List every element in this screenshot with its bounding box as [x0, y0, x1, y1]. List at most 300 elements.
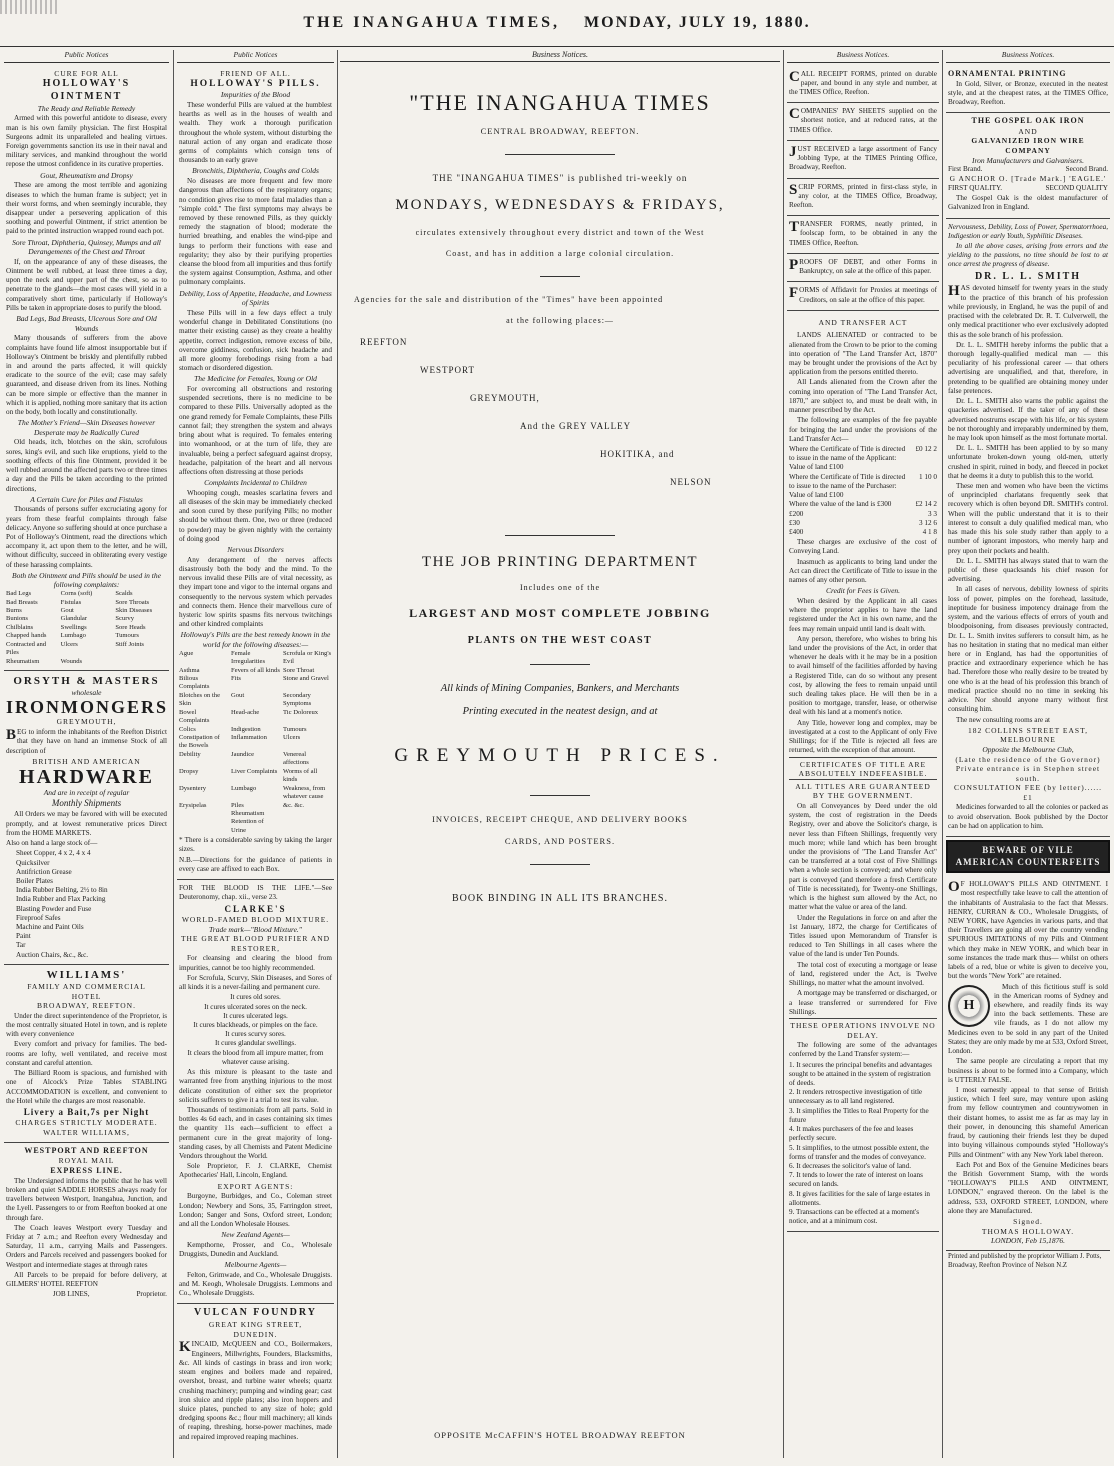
ad-title: HOLLOWAY'S PILLS. — [190, 79, 321, 90]
disease-item: &c. &c. — [283, 801, 305, 809]
ad-paragraph: LANDS ALIENATED or contracted to be alienated from the Crown to be prior to the coming into operation of "The Land Transfer Act, 1870" may be brought under the provisions of the Act by application from the persons entitled thereto. — [789, 331, 937, 377]
ad-paragraph: No diseases are more frequent and few more dangerous than affections of the respiratory organs; no condition gives rise to more fatal maladies than a "simple cold." The first symptoms may always be removed by these renowned Pills, as they quickly remedy the stagnation of blood; moderate the hurried breathing, and enables the wind-pipe and lungs to perform their functions with ease and regularity; they also by their purifying properties cleanse the blood from all impurities and thus fortify the system against Consumption, Asthma, and other pulmonary complaints. — [179, 177, 332, 287]
ad-subhead: Bronchitis, Diphtheria, Coughs and Colds — [192, 166, 319, 176]
column-1 — [4, 50, 169, 1458]
ad-paragraph: As this mixture is pleasant to the taste and warranted free from anything injurious to the most delicate constitution of either sex the proprietor solicits sufferers to give it a trial to test its value. — [179, 1068, 332, 1104]
ad-paragraph: Dr. L. L. SMITH also warns the public against the quackeries advertised. If the taker of any of these advertised nostrums escape with his life, or his system be not thoroughly and irreparably undermined by them, he may look upon himself as the most fortunate mortal. — [948, 397, 1108, 442]
ad-subhead: Credit for Fees is Given. — [825, 586, 901, 596]
disease-item: Bilious Complaints — [179, 674, 210, 691]
complaint-item: Glandular — [60, 615, 88, 623]
advantage-item: 7. It tends to lower the rate of interest on loans secured on lands. — [789, 1171, 923, 1189]
ad-subhead: Iron Manufacturers and Galvanisers. — [972, 155, 1084, 165]
complaint-item: Skin Diseases — [115, 606, 153, 614]
fee-label: £30 — [789, 518, 800, 527]
ad-paragraph: Burgoyne, Burbidges, and Co., Coleman street London; Newbery and Sons, 35, Farringdon street, London; Sanger and Sons, Oxford street, London; and all the London Wholesale Houses. — [179, 1192, 332, 1228]
disease-item: Erysipelas — [179, 801, 207, 809]
complaint-item: Fistulas — [60, 598, 82, 606]
complaint-item: Tumours — [115, 632, 139, 640]
stock-item: Paint — [16, 932, 31, 941]
ad-subhead: ALL TITLES ARE GUARANTEED BY THE GOVERNMENT. — [789, 779, 937, 801]
ad-subhead: Gout, Rheumatism and Dropsy — [40, 170, 133, 180]
ad-paragraph: Any derangement of the nerves affects disastrously both the body and the mind. To the nervous invalid these Pills are of vital necessity, as they impart tone and vigor to the internal organs and consequently to the nervous system which pervades and connects them. Hence their marvellous cure of hysteric low spirits spasms fits nervous twitchings and other kindred complaints — [179, 555, 332, 629]
complaint-item: Burns — [6, 606, 22, 614]
book-binding: BOOK BINDING IN ALL ITS BRANCHES. — [452, 893, 668, 904]
complaint-item: Chilblains — [6, 623, 34, 631]
advantage-item: 4. It makes purchasers of the fee and leases perfectly secure. — [789, 1125, 914, 1143]
disease-item: Bowel Complaints — [179, 708, 210, 725]
cure-item: It cures ulcerated legs. — [223, 1011, 288, 1020]
fee-row — [789, 528, 937, 537]
complaint-item: Contracted and Piles — [6, 640, 47, 657]
ad-paragraph: All Orders we may be favored with will be executed promptly, and at lowest remunerative prices Direct from the HOME MARKETS. — [6, 810, 167, 837]
fee-row — [789, 500, 937, 509]
disease-item: Head-ache — [231, 708, 260, 716]
complaint-item: Rheumatism — [6, 657, 40, 665]
column-4 — [787, 50, 939, 1458]
complaint-item: Chapped hands — [6, 632, 47, 640]
ad-address: GREAT KING STREET, — [208, 1320, 303, 1330]
counterfeit-banner — [946, 840, 1110, 873]
complaint-item: Swellings — [60, 623, 87, 631]
ad-paragraph: Any Title, however long and complex, may be investigated at a cost to the Applicant of only Five Shillings; for if the Title is rejected all fees are returned, with the exception of that amount. — [789, 718, 937, 755]
ad-paragraph: Dr. L. L. SMITH has always stated that to warn the public of these quacksands his chief reason for advertising. — [948, 556, 1108, 584]
ad-subhead: Debility, Loss of Appetite, Headache, and Lowness of Spirits — [179, 288, 332, 308]
ad-title: CLARKE'S — [224, 903, 287, 914]
complaint-item: Sore Heads — [115, 623, 146, 631]
circulation-note: circulates extensively throughout every district and town of the West — [415, 228, 705, 237]
ad-subhead: THESE OPERATIONS INVOLVE NO DELAY. — [789, 1018, 937, 1040]
ad-paragraph: Thousands of persons suffer excruciating agony for years from these fearful complaints through false delicacy. Anyone so suffering should at once purchase a Pot of Holloway's Ointment, read the directions which accompany it, act upon them to the letter, and he will, without difficulty, succeed in obliterating every vestige of these harassing complaints. — [6, 505, 167, 569]
disease-item: Secondary Symptoms — [283, 691, 312, 708]
stock-item: Sheet Copper, 4 x 2, 4 x 4 — [16, 849, 91, 858]
forsyth-masters-ad — [4, 671, 169, 965]
land-transfer-ad — [787, 311, 939, 1232]
divider — [530, 664, 590, 665]
fee-row — [789, 473, 937, 501]
counterfeits-notice — [946, 876, 1110, 1251]
ad-title: WILLIAMS' — [46, 968, 127, 981]
ad-paragraph: Kempthorne, Prosser, and Co., Wholesale Druggists, Dunedin and Auckland. — [179, 1240, 332, 1258]
complaint-item: Corns (soft) — [60, 590, 93, 598]
ad-pre: CURE FOR ALL — [54, 68, 119, 78]
ad-paragraph: The Gospel Oak is the oldest manufacturer of Galvanized Iron in England. — [948, 194, 1108, 212]
business-notice — [787, 179, 939, 217]
ad-pre: FRIEND OF ALL. — [220, 68, 291, 78]
fee-label: £200 — [789, 509, 804, 518]
ad-address: BROADWAY, REEFTON. — [37, 1001, 136, 1011]
westport-coach-ad — [4, 1143, 169, 1304]
ad-paragraph: Dr. L. L. SMITH has been applied to by so many unfortunate broken-down young old-men, utterly crushed in spirit, ruined in body, and fleeced in pocket that he deems it a duty to publish this to the world. — [948, 444, 1108, 480]
disease-item: Retention of Urine — [231, 818, 264, 834]
disease-item: Debility — [179, 750, 201, 758]
notice-text: JUST RECEIVED a large assortment of Fancy Jobbing Type, at the TIMES Printing Office, Broadway, Reefton. — [789, 143, 937, 172]
ad-subhead: Complaints Incidental to Children — [204, 478, 307, 488]
stock-item: Boiler Plates — [16, 876, 53, 885]
agency-places — [340, 337, 780, 517]
complaint-item: Scalds — [115, 590, 133, 598]
ad-subhead: EXPORT AGENTS: — [217, 1181, 294, 1191]
stock-item: India Rubber Belting, 2½ to 8in — [16, 886, 108, 895]
advantage-item: 2. It renders retrospective investigation of title unnecessary as to all land registered. — [789, 1088, 923, 1106]
business-notice — [787, 216, 939, 254]
fee-value: £2 14 2 — [915, 500, 937, 509]
ad-paragraph: In all the above cases, arising from errors and the yielding to the passions, no time should be lost to at once arrest the progress of disease. — [948, 242, 1108, 269]
ad-paragraph: For overcoming all obstructions and restoring suspended secretions, there is no medicine to be compared to these Pills. Universally adopted as the one grand remedy for Female Complaints, these Pills cannot fail; they strengthen the system and always bring about what is required. To females entering into womanhood, or at the turn of life, they are invaluable, being a perfect safeguard against dropsy, headache, palpitation of the heart and all nervous affections often distressing at those periods — [179, 385, 332, 476]
ad-paragraph: BEG to inform the inhabitants of the Reefton District that they have on hand an immense Stock of all description of — [6, 727, 167, 755]
disease-item: Asthma — [179, 666, 200, 674]
divider — [540, 276, 580, 277]
business-notice — [787, 103, 939, 141]
ad-title: THE GOSPEL OAK IRON — [971, 116, 1085, 126]
agency-place: HOKITIKA, and — [600, 449, 675, 459]
disease-item: Tumours — [283, 725, 307, 733]
ad-subtitle: WORLD-FAMED BLOOD MIXTURE. — [181, 915, 330, 925]
issue-date: MONDAY, JULY 19, 1880. — [584, 14, 811, 31]
clarke-blood-mixture-ad — [177, 880, 334, 1304]
advantage-item: 6. It decreases the solicitor's value of land. — [789, 1162, 912, 1170]
ad-subhead: Bad Legs, Bad Breasts, Ulcerous Sore and Old Wounds — [16, 314, 157, 333]
ad-paragraph: On all Conveyances by Deed under the old system, the cost of registration in the Deeds Registry, over and above the Solicitor's charge, is never less than Fifteen Shillings, frequently very much more; while land which has been brought under the provisions of "The Land Transfer Act" can be transferred at a total cost of Five Shillings when a whole section is conveyed; and where only part is conveyed (and therefore a fresh Certificate of Title is necessitated), for Twenty-one Shillings, which is the highest sum allowed by the Act, no matter what the value or area of the land. — [789, 801, 937, 912]
ad-signature-title: Proprietor. — [136, 1290, 167, 1299]
ad-subhead: The Mother's Friend—Skin Diseases however Desperate may be Radically Cured — [17, 418, 156, 437]
ad-subhead: Sore Throat, Diphtheria, Quinsey, Mumps and all Derangements of the Chest and Throat — [12, 237, 161, 257]
complaints-list — [6, 590, 167, 666]
stock-item: Tar — [16, 941, 26, 950]
ad-subtitle: wholesale — [71, 688, 102, 698]
ad-title: AND TRANSFER ACT — [818, 317, 908, 327]
divider — [505, 535, 615, 536]
ad-tagline: The Ready and Reliable Remedy — [37, 103, 136, 113]
ad-subhead: New Zealand Agents— — [221, 1230, 290, 1240]
advantage-item: 8. It gives facilities for the sale of large estates in allotments. — [789, 1189, 930, 1207]
disease-item: Dysentery — [179, 784, 207, 792]
column-heading: Public Notices — [4, 50, 169, 63]
ad-subtitle: FAMILY AND COMMERCIAL — [27, 982, 146, 991]
disease-item — [179, 810, 228, 818]
job-printing-heading: THE JOB PRINTING DEPARTMENT — [421, 554, 699, 570]
business-notice — [787, 254, 939, 282]
ad-date: LONDON, Feb 15,1876. — [991, 1236, 1065, 1246]
ad-signed: Signed. — [1013, 1217, 1043, 1227]
ad-signature — [6, 1290, 167, 1299]
quality-row — [948, 184, 1108, 193]
column-2 — [177, 50, 334, 1458]
ad-paragraph: KINCAID, McQUEEN and CO., Boilermakers, Engineers, Millwrights, Founders, Blacksmiths, &c. All kinds of castings in brass and iron work; steam engines and boilers made and repaired, overshot, breast, and turbine water wheels; quartz crushing machinery; pumping and winding gear; cast iron sluice and ripple plates; also iron hoppers and sluice plates, punched to any size of hole; gold dredging spoons &c.; flour mill machinery; all kinds of reaping, threshing, horse-power machines, made and repaired improved reaping machines. — [179, 1339, 332, 1441]
disease-item — [283, 818, 332, 835]
masthead — [0, 0, 1114, 47]
ad-paragraph: The total cost of executing a mortgage or lease of land, registered under the Act, is Twelve Shillings, no matter what the amount involved. — [789, 960, 937, 988]
paper-name: THE INANGAHUA TIMES, — [303, 14, 561, 31]
ad-title: VULCAN FOUNDRY — [194, 1307, 317, 1319]
ad-paragraph: For Scrofula, Scurvy, Skin Diseases, and Sores of all kinds it is a never-failing and permanent cure. — [179, 973, 332, 992]
advantage-item: 9. Transactions can be effected at a moment's notice, and at a minimum cost. — [789, 1208, 920, 1226]
disease-item: Tic Doloreux — [283, 708, 319, 716]
notice-text: CALL RECEIPT FORMS, printed on durable paper, and bound in any style and number, at the TIMES Office, Reefton. — [789, 68, 937, 97]
ad-paragraph: All Lands alienated from the Crown after the coming into operation of "The Land Transfer Act, 1870," are subject to, and must be dealt with, in manner prescribed by the Act. — [789, 378, 937, 415]
stock-item: Auction Chairs, &c., &c. — [16, 950, 89, 959]
disease-item: Dropsy — [179, 767, 199, 775]
stock-item: Fireproof Safes — [16, 913, 61, 922]
ad-subhead: CERTIFICATES OF TITLE ARE ABSOLUTELY INDEFEASIBLE. — [789, 757, 937, 779]
ad-paragraph: These charges are exclusive of the cost of Conveying Land. — [789, 538, 937, 556]
ad-paragraph: Many thousands of sufferers from the above complaints have found life almost insupportable but if Holloway's Ointment be briskly and plentifully rubbed in and around the parts affected, it will quickly eradicate to the source of the evil; case may safely guaranteed, and disease driven from its lines. Nothing can be more simple or effective than the manner in which it is applied, nothing more sanitary that its action on the body, both locally and constitutionally. — [6, 334, 167, 417]
disease-item: Constipation of the Bowels — [179, 734, 220, 750]
ad-title: DR. L. L. SMITH — [974, 270, 1082, 282]
ad-paragraph: Much of this fictitious stuff is sold in the American rooms of Sydney and elsewhere, and readily finds its way into the back settlements. These are vile frauds, as I do not allow my Medicines even to be sold in any part of the United States; they are only made by me at 533, Oxford Street, London. — [948, 982, 1108, 1056]
williams-hotel-ad — [4, 965, 169, 1143]
stock-item: Blasting Powder and Fuse — [16, 904, 92, 913]
dr-smith-ad — [946, 219, 1110, 838]
brand-label: First Brand. — [948, 165, 983, 174]
job-printing-heading: LARGEST AND MOST COMPLETE JOBBING — [409, 606, 711, 620]
ad-paragraph: The Coach leaves Westport every Tuesday and Friday at 7 a.m.; and Reefton every Wednesday and Saturday, 11 a.m., carrying Mails and Passengers. Orders and Parcels received and passengers booked for Westport and intermediate stages at through rates — [6, 1223, 167, 1269]
cure-item: It cures old sores. — [230, 993, 281, 1002]
fee-value: 4 1 8 — [922, 527, 937, 536]
ad-subhead: A Certain Cure for Piles and Fistulas — [30, 494, 143, 504]
ad-subhead: Monthly Shipments — [51, 797, 122, 808]
disease-item: Indigestion — [231, 725, 261, 733]
ad-subhead: Livery a Bait,7s per Night — [23, 1106, 150, 1117]
publish-note: THE "INANGAHUA TIMES" is published tri-weekly on — [432, 173, 688, 183]
disease-item: Inflammation — [231, 734, 267, 741]
ad-paragraph: In Gold, Silver, or Bronze, executed in the neatest style, and at the cheapest rates, at the TIMES Office, Broadway, Reefton. — [948, 79, 1108, 107]
ad-paragraph: These Pills will in a few days effect a truly wonderful change in Debilitated Constitutions (no matter their existing cause) as they create a healthy appetite, correct indigestion, remove excess of bile, overcome giddiness, confusion, sick headache and all more gloomy forebodings rising from a bad stomach or disordered digestion. — [179, 308, 332, 373]
ad-paragraph: Thousands of testimonials from all parts. Sold in bottles 4s 6d each, and in cases containing six times the quantity 11s each—sufficient to effect a permanent cure in the great majority of long-standing cases, by all Chemists and Patent Medicine Vendors throughout the World. — [179, 1105, 332, 1161]
disease-item — [283, 810, 332, 818]
ad-address: Opposite the Melbourne Club, — [982, 744, 1074, 754]
brand-label: Second Brand. — [1065, 165, 1108, 174]
complaint-item: Scurvy — [115, 615, 135, 623]
ad-place: GREYMOUTH, — [56, 717, 117, 727]
ad-paragraph: The new consulting rooms are at — [956, 715, 1051, 724]
disease-item: Ulcers — [283, 734, 301, 741]
ad-paragraph: Each Pot and Box of the Genuine Medicines bears the British Government Stamp, with the words "HOLLOWAY'S PILLS AND OINTMENT, LONDON," engraved thereon. On the label is the address, 533, OXFORD STREET, LONDON, where alone they are Manufactured. — [948, 1160, 1108, 1215]
ad-title: HOLLOWAY'S OINTMENT — [42, 78, 131, 102]
ad-trademark: Trade mark—"Blood Mixture." — [209, 924, 302, 934]
fee-row — [789, 510, 937, 519]
notice-text: SCRIP FORMS, printed in first-class style, in any color, at the TIMES Office, Broadway, Reefton. — [789, 181, 937, 209]
divider — [505, 154, 615, 155]
cure-item: It cures scurvy sores. — [225, 1030, 286, 1039]
ad-paragraph: Felton, Grimwade, and Co., Wholesale Druggists. and M. Keogh, Wholesale Druggists. Lemmons and Co., Wholesale Druggists. — [179, 1270, 332, 1298]
ad-subtitle: HOTEL — [71, 991, 102, 1001]
divider — [530, 864, 590, 865]
disease-item: Blotches on the Skin — [179, 691, 221, 708]
ad-subhead: BRITISH AND AMERICAN — [32, 756, 141, 766]
stock-item: Antifriction Grease — [16, 867, 72, 876]
cure-item: It cures blackheads, or pimples on the face. — [193, 1020, 318, 1029]
ad-subtitle: ROYAL MAIL — [58, 1155, 115, 1165]
ad-signature-name: JOB LINES, — [52, 1290, 90, 1299]
ad-paragraph: The same people are circulating a report that my business is about to be formed into a Company, which is UTTERLY FALSE. — [948, 1057, 1108, 1084]
ad-paragraph: The Billiard Room is spacious, and furnished with one of Alcock's Prize Tables STABLING ACCOMMODATION is excellent, and convenient to the Hotel while the charges are most reasonable. — [6, 1069, 167, 1105]
trade-mark-seal-icon: H — [948, 985, 990, 1027]
disease-item: Colics — [179, 725, 196, 733]
cures-list — [179, 993, 332, 1067]
gospel-oak-ad — [946, 113, 1110, 218]
ad-paragraph: OF HOLLOWAY'S PILLS AND OINTMENT. I most respectfully take leave to call the attention of the inhabitants of Australasia to the fact that Messrs. HENRY, CURRAN & CO., Wholesale Druggists, of NEW YORK, have Agencies in various parts, and that their Travellers are going all over the country vending SPURIOUS IMITATIONS of my Pills and Ointment which they make in NEW YORK, and which bear in some instances the trade mark thus— whilst on others labels of a red, blue or white is given to deceive you, but the words "New York" are retained. — [948, 879, 1108, 981]
ad-address: DUNEDIN. — [233, 1329, 278, 1339]
stock-item: Quicksilver — [16, 858, 50, 867]
disease-item: Weakness, from whatever cause — [283, 784, 326, 801]
ad-paragraph: These are among the most terrible and agonizing diseases to which the human frame is subject; yet in their worst forms, and when seemingly incurable, they disappear under a persevering application of this soothing and powerful Ointment, if strict attention be paid to the printed instruction wrapped round each pot. — [6, 181, 167, 236]
ad-paragraph: Every comfort and privacy for families. The bed-rooms are lofty, well ventilated, and receive most constant and careful attention. — [6, 1040, 167, 1067]
job-items: INVOICES, RECEIPT CHEQUE, AND DELIVERY BOOKS — [432, 814, 688, 824]
ad-fee: CONSULTATION FEE (by letter)...... £1 — [954, 783, 1102, 802]
center-column — [340, 50, 780, 1458]
job-items: CARDS, AND POSTERS. — [504, 836, 616, 846]
disease-item: Stone and Gravel — [283, 674, 329, 682]
job-printing-note: Includes one of the — [519, 583, 601, 592]
disease-item: Rheumatism — [231, 809, 265, 817]
ornamental-printing-ad — [946, 66, 1110, 114]
column-rule — [942, 50, 943, 1458]
advantage-item: 3. It simplifies the Titles to Real Property for the future — [789, 1106, 929, 1124]
advantage-item: 5. It simplifies, to the utmost possible extent, the forms of transfer and the modes of conveyance. — [789, 1143, 929, 1161]
complaint-item: Gout — [60, 606, 74, 614]
ad-paragraph: Inasmuch as applicants to bring land under the Act can direct the Certificate of Title to issue in the names of any other person. — [789, 557, 937, 585]
column-rule — [337, 50, 338, 1458]
disease-item: Female Irregularities — [231, 649, 266, 666]
agency-place: NELSON — [670, 477, 712, 487]
disease-item — [179, 818, 228, 835]
disease-item: Gout — [231, 691, 245, 699]
office-address: OPPOSITE McCAFFIN'S HOTEL BROADWAY REEFTON — [434, 1430, 686, 1440]
complaint-item: Bunions — [6, 615, 28, 623]
fee-row — [789, 445, 937, 473]
column-rule — [783, 50, 784, 1458]
ad-paragraph: Nervousness, Debility, Loss of Power, Spermatorrhoea, Indigestion or early Youth, Syphilitic Diseases. — [948, 222, 1108, 240]
complaint-item: Bad Breasts — [6, 598, 38, 606]
ad-paragraph: In all cases of nervous, debility lowness of spirits loss of power, pimples on the forehead, lassitude, ineptitude for business impotency drainage from the system, and the various effects of errors of youth and bloodpoisoning, from diseases previously contracted, Dr. L. L. Smith invites sufferers to consult him, as he has no hesitation in stating that no medical man either here or in England, has had the opportunities of practice and extraordinary experience which he has had. Therefore those who really desire to be treated by one who is at the head of his profession this branch of medical practice should no no time in seeking his advice. Nor should anyone marry without first consulting him. — [948, 585, 1108, 714]
ad-paragraph: Under the Regulations in force on and after the 1st January, 1872, the charge for Certificates of Titles issued upon Memorandum of Transfer is reduced to Ten Shillings in all cases where the value of the land is under Ten Pounds. — [789, 913, 937, 959]
complaint-item: Sore Throats — [115, 598, 150, 606]
holloway-ointment-ad — [4, 66, 169, 671]
ad-subhead: Melbourne Agents— — [224, 1260, 287, 1270]
fee-value: 3 3 — [928, 509, 937, 518]
fee-label: Where the value of the land is £300 — [789, 500, 892, 509]
business-notice — [787, 282, 939, 310]
business-notices — [787, 66, 939, 311]
fee-value: £0 12 2 — [915, 444, 937, 453]
ad-note: * There is a considerable saving by taking the larger sizes. — [179, 836, 332, 854]
disease-item: Sore Throat — [283, 666, 315, 674]
ad-paragraph: Sole Proprietor, F. J. CLARKE, Chemist Apothecaries' Hall, Lincoln, England. — [179, 1162, 332, 1180]
ad-paragraph: These wonderful Pills are valued at the humblest hearths as well as in the houses of wealth and wealth. They work a thorough purification throughout the whole system, without disturbing the natural action of any organ and eradicate those germs of complaints which consign tens of thousands to an early grave — [179, 100, 332, 165]
cure-item: It cures ulcerated sores on the neck. — [204, 1002, 307, 1011]
ad-subhead: CHARGES STRICTLY MODERATE. — [15, 1118, 158, 1128]
stock-list — [6, 849, 167, 960]
column-heading: Business Notices. — [340, 50, 780, 62]
ad-paragraph: Medicines forwarded to all the colonies or packed as to avoid observation. Book published by the Doctor can be had on application to him. — [948, 803, 1108, 830]
notice-text: TRANSFER FORMS, neatly printed, in foolscap form, to be obtained in any the TIMES Office, Reefton. — [789, 219, 937, 247]
ad-paragraph: The following are examples of the fee payable for bringing the land under the provisions of the Land Transfer Act— — [789, 416, 937, 443]
ad-subtitle: AND — [1018, 126, 1038, 136]
fees-list — [789, 445, 937, 537]
disease-item: Fits — [231, 674, 241, 682]
vulcan-foundry-ad — [177, 1304, 334, 1446]
divider — [530, 795, 590, 796]
fee-label: Where the Certificate of Title is directed to issue to the name of the Purchaser: Value of land £100 — [789, 472, 906, 500]
newspaper-address: CENTRAL BROADWAY, REEFTON. — [480, 126, 640, 136]
stock-item: Machine and Paint Oils — [16, 923, 84, 932]
ad-quote: FOR THE BLOOD IS THE LIFE."—See Deuteronomy, chap. xii., verse 23. — [179, 884, 332, 902]
newspaper-title: "THE INANGAHUA TIMES — [409, 90, 711, 115]
quality-label: SECOND QUALITY — [1045, 183, 1108, 192]
ad-paragraph: Dr. L. L. SMITH hereby informs the public that a thorough legally-qualified medical man — this peculiarity of his professional career — that others advertising are unqualified, and that, therefore, in pretending to be qualified are obtaining money under false pretences. — [948, 340, 1108, 395]
ad-subhead: And are in receipt of regular — [43, 788, 130, 798]
notice-text: COMPANIES' PAY SHEETS supplied on the shortest notice, and at reduced rates, at the TIMES Office. — [789, 106, 937, 134]
complaint-item: Wounds — [60, 657, 83, 665]
ad-paragraph: The following are some of the advantages conferred by the Land Transfer system:— — [789, 1041, 937, 1059]
diseases-list — [179, 650, 332, 836]
job-printing-note: Printing executed in the neatest design, and at — [462, 706, 658, 717]
ad-paragraph: If, on the appearance of any of these diseases, the Ointment be well rubbed, at least three times a day, upon the neck and upper part of the chest, so as to penetrate to the glands—the most cases will yield in a comparatively short time, particularly if Holloway's Pills be taken in appropriate doses to purify the blood. — [6, 257, 167, 312]
banner-line: BEWARE OF VILE — [982, 845, 1074, 856]
disease-item: Scrofula or King's Evil — [283, 649, 332, 666]
disease-item: Ague — [179, 649, 194, 657]
disease-item: Lumbago — [231, 784, 257, 792]
ad-paragraph: These men and women who have been the victims of unprincipled charlatans frequently seek that recovery which is often beyond DR. SMITH's control. When will the public understand that it is to their interest to consult a duly qualified medical man, who has made this his sole study rather than apply to a number of ignorant impostors, who merely harp and prey upon their pockets and health. — [948, 482, 1108, 555]
column-heading: Public Notices — [177, 50, 334, 63]
publish-days: MONDAYS, WEDNESDAYS & FRIDAYS, — [395, 197, 725, 213]
ad-paragraph: All Parcels to be prepaid for before delivery, at GILMERS' HOTEL REEFTON — [6, 1270, 167, 1289]
column-rule — [173, 50, 174, 1458]
holloway-pills-ad — [177, 66, 334, 881]
ad-paragraph: Any person, therefore, who wishes to bring his land under the provisions of the Act, in order that whenever he deals with it he may be in a position to avail himself of the facilities afforded by having a Registered Title, can do so without any present cost, by allowing the fees to remain unpaid until such dealing takes place. He will then be in a position to mortgage, transfer, lease, or otherwise deal with his land at a moment's notice. — [789, 634, 937, 717]
disease-item: Fevers of all kinds — [231, 666, 280, 674]
ad-note: Both the Ointment and Pills should be used in the following complaints: — [12, 570, 161, 590]
complaint-item: Lumbago — [60, 632, 86, 640]
job-printing-heading: PLANTS ON THE WEST COAST — [467, 635, 653, 646]
ad-paragraph: Old heads, itch, blotches on the skin, scrofulous sores, king's evil, and such like eruptions, yield to the soothing effects of this fine Ointment, provided it be well rubbed around the affected parts two or three times a day and the Pills be taken according to the printed directions, — [6, 438, 167, 493]
ad-paragraph: For cleansing and clearing the blood from impurities, cannot be too highly recommended. — [179, 954, 332, 972]
ad-address: (Late the residence of the Governor) Private entrance is in Stephen street south. — [955, 754, 1101, 783]
fee-label: £400 — [789, 527, 804, 536]
ad-note: N.B.—Directions for the guidance of patients in every case are affixed to each Box. — [179, 855, 332, 873]
advantage-item: 1. It secures the principal benefits and advantages sought to be attained in the system of registration of deeds. — [789, 1060, 932, 1088]
agency-place: REEFTON — [360, 337, 408, 347]
ad-note: Holloway's Pills are the best remedy known in the world for the following diseases:— — [180, 630, 331, 650]
disease-item: Piles — [231, 801, 244, 809]
stock-item: India Rubber and Flax Packing — [16, 895, 106, 904]
cure-item: It clears the blood from all impure matter, from whatever cause arising. — [187, 1048, 324, 1066]
ad-subhead: Nervous Disorders — [227, 545, 284, 555]
agency-place: And the GREY VALLEY — [520, 421, 632, 431]
ad-paragraph: A mortgage may be transferred or discharged, or a lease transferred or surrendered for Five Shillings. — [789, 989, 937, 1016]
circulation-note: Coast, and has in addition a large colonial circulation. — [445, 249, 675, 258]
disease-item: Venereal affections — [283, 750, 309, 767]
column-heading: Business Notices. — [787, 50, 939, 63]
ad-title: ORSYTH & MASTERS — [13, 675, 160, 687]
advantages-list — [789, 1061, 937, 1227]
business-notice — [787, 141, 939, 179]
agencies-note: at the following places:— — [506, 316, 614, 325]
fee-row — [789, 519, 937, 528]
business-notice — [787, 66, 939, 104]
ad-tagline: Impurities of the Blood — [220, 90, 291, 100]
job-printing-note: All kinds of Mining Companies, Bankers, and Merchants — [440, 683, 680, 694]
ad-paragraph: Armed with this powerful antidote to disease, every man is his own family physician. The first Hospital Surgeons admit its unparalleled and healing virtues. Foreign governments sanction its use in their naval and military services, and mankind throughout the world repose the utmost confidence in its curative properties. — [6, 114, 167, 169]
complaint-item: Ulcers — [60, 640, 78, 648]
fee-label: Where the Certificate of Title is directed to issue in the name of the Applicant: Value of land £100 — [789, 444, 906, 472]
notice-text: FORMS of Affidavit for Proxies at meetings of Creditors, on sale at the office of this paper. — [789, 285, 937, 304]
agency-place: GREYMOUTH, — [470, 393, 540, 403]
complaint-item: Bad Legs — [6, 590, 32, 598]
ad-paragraph: Under the direct superintendence of the Proprietor, is the most centrally situated Hotel in town, and is replete with every convenience — [6, 1011, 167, 1039]
ad-headline: IRONMONGERS — [6, 696, 169, 717]
ad-paragraph: I most earnestly appeal to that sense of British justice, which I feel sure, may venture upon asking from my fellow countrymen and countrywomen in their distant homes, to assist me as far as may lay in their power, in denouncing this shameful American fraud, by cautioning their friends lest they be duped into buying villainous compounds styled "Holloway's Pills and Ointment" with any New York label thereon. — [948, 1085, 1108, 1159]
